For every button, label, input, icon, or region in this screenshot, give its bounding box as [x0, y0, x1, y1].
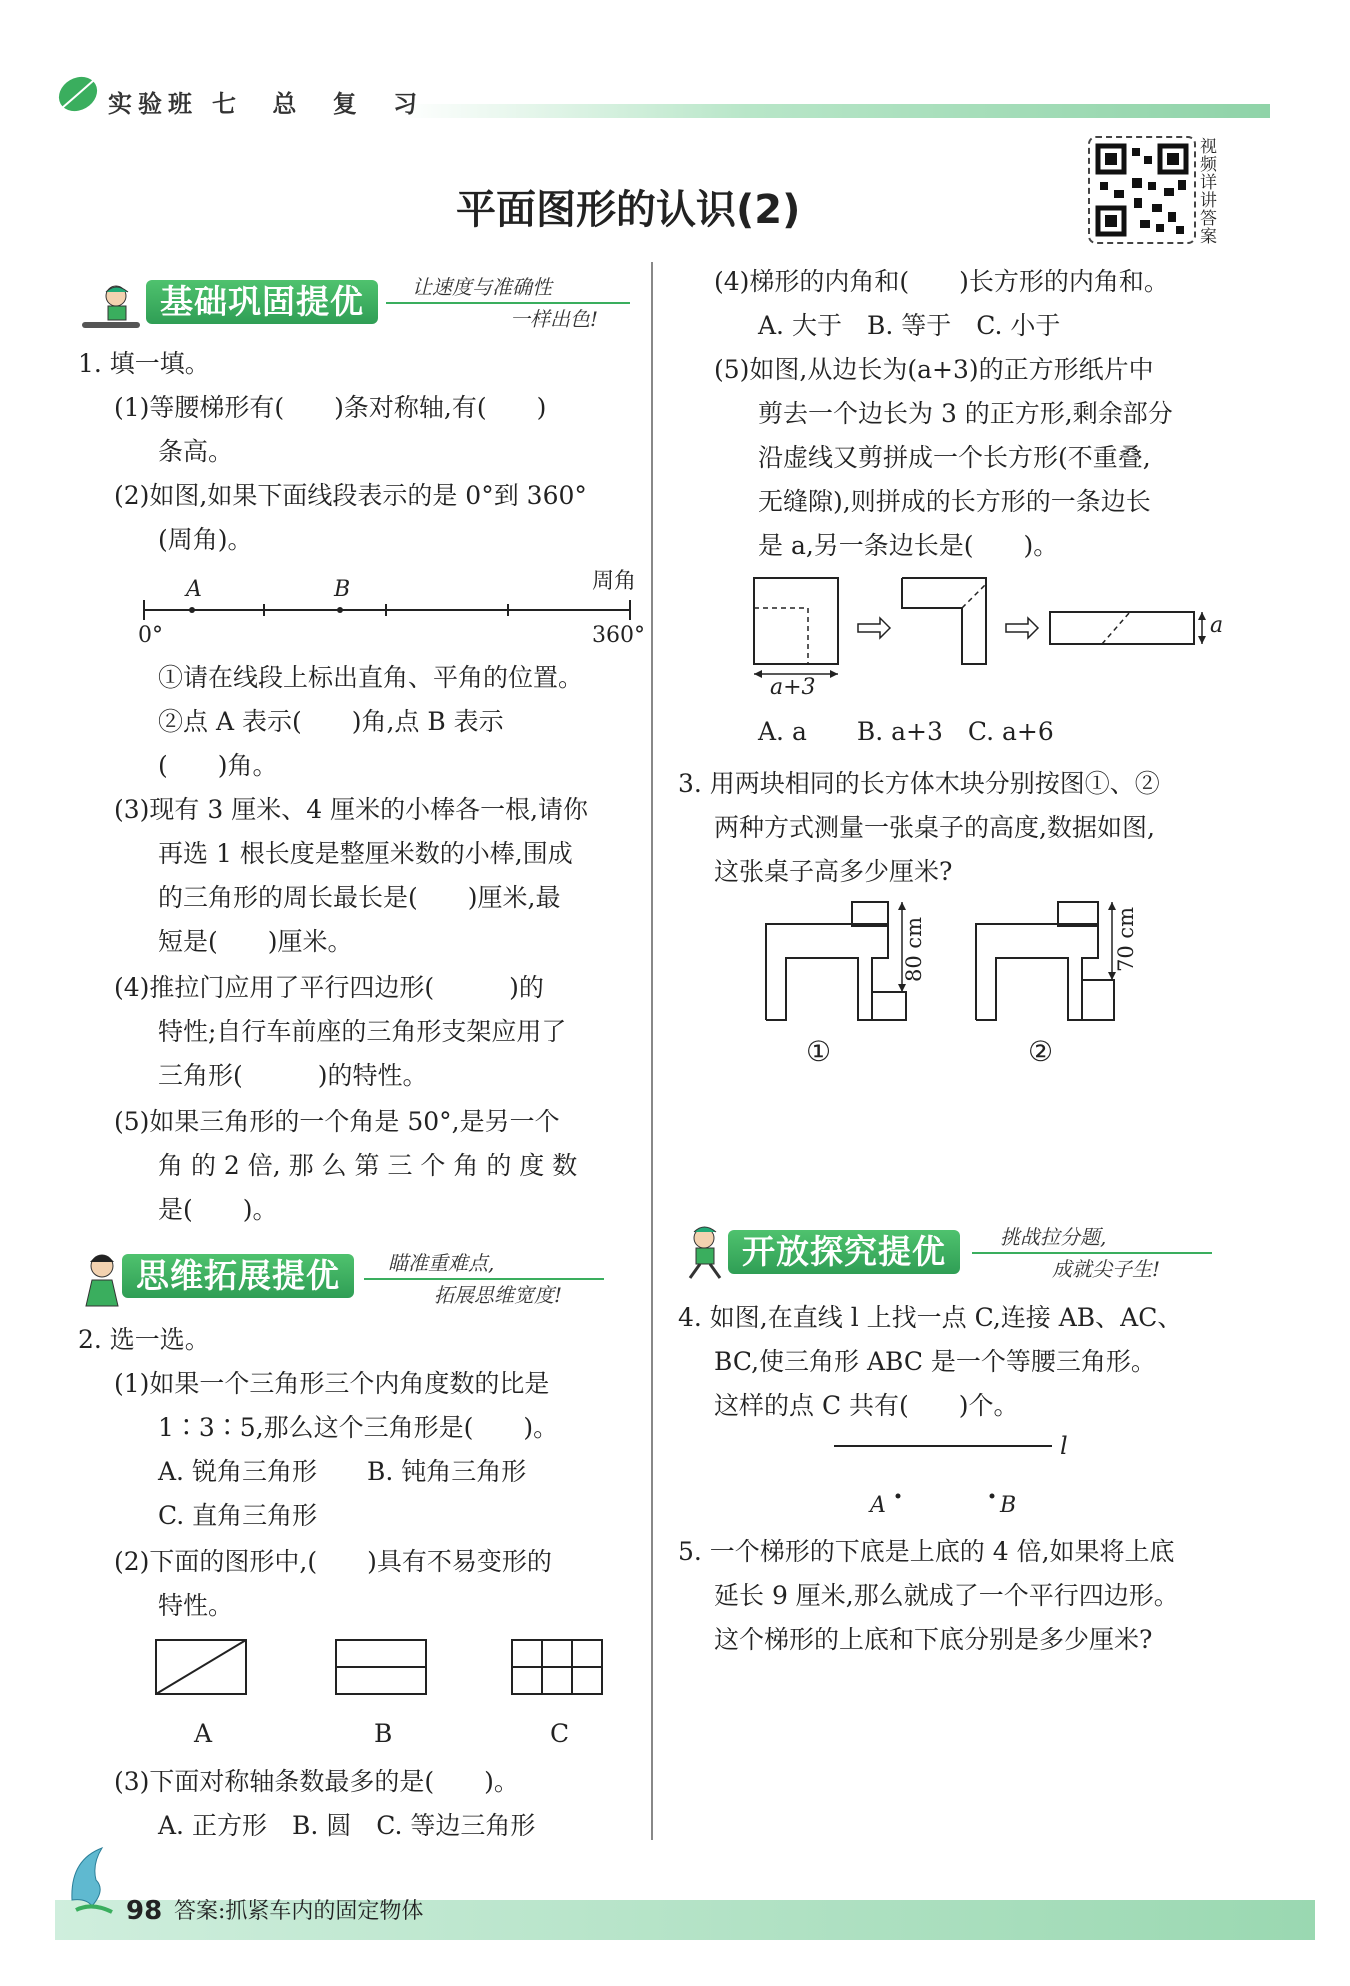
q2-5-line3: 沿虚线又剪拼成一个长方形(不重叠, [758, 443, 1151, 472]
line-l-figure [830, 1438, 1070, 1508]
q2-5-line5: 是 a,另一条边长是( )。 [758, 531, 1059, 560]
qr-label: 视频详讲答案 [1200, 137, 1217, 247]
section-open-slogan-2: 成就尖子生! [1052, 1257, 1161, 1281]
qr-code[interactable] [1088, 136, 1196, 244]
line-end-label: 360° [592, 623, 645, 648]
q5-line3: 这个梯形的上底和下底分别是多少厘米? [714, 1625, 1153, 1654]
q1-5-line1: (5)如果三角形的一个角是 50°,是另一个 [114, 1107, 560, 1136]
table2-height-label: 70 cm [1114, 906, 1138, 972]
section-basic-rule [386, 302, 630, 304]
q1-2-line4: ②点 A 表示( )角,点 B 表示 [158, 707, 504, 736]
angle-number-line[interactable] [130, 570, 650, 650]
section-thinking-rule [364, 1278, 604, 1280]
table1-figure-label: ① [806, 1035, 832, 1068]
q3-line1: 3. 用两块相同的长方体木块分别按图①、② [678, 769, 1160, 798]
point-b-label: B [1000, 1493, 1017, 1518]
q2-1-options1: A. 锐角三角形 B. 钝角三角形 [158, 1457, 527, 1486]
q2-3-line1: (3)下面对称轴条数最多的是( )。 [114, 1767, 519, 1796]
qr-code-icon [1090, 138, 1194, 242]
leaf-logo-icon [56, 74, 100, 114]
header-rule [400, 104, 1270, 118]
section-basic-title: 基础巩固提优 [146, 280, 378, 324]
footer-answer: 答案:抓紧车内的固定物体 [174, 1899, 424, 1924]
square-side-label: a+3 [770, 675, 816, 700]
section-thinking-slogan-1: 瞄准重难点, [388, 1251, 495, 1275]
line-point-a: A [186, 577, 202, 602]
line-l-label: l [1060, 1432, 1068, 1460]
q2-title: 2. 选一选。 [78, 1325, 210, 1354]
q2-4-options: A. 大于 B. 等于 C. 小于 [758, 311, 1061, 340]
q1-4-line3: 三角形( )的特性。 [158, 1061, 428, 1090]
q2-1-options2: C. 直角三角形 [158, 1501, 318, 1530]
table1-height-label: 80 cm [902, 916, 926, 982]
rect-side-label: a [1210, 613, 1224, 638]
line-label-full-angle: 周角 [592, 569, 637, 594]
table-measure-figure [760, 900, 1240, 1030]
q2-1-line1: (1)如果一个三角形三个内角度数的比是 [114, 1369, 550, 1398]
dolphin-icon [62, 1840, 122, 1920]
section-basic-slogan-1: 让速度与准确性 [412, 275, 552, 299]
q4-line2: BC,使三角形 ABC 是一个等腰三角形。 [714, 1347, 1156, 1376]
section-thinking-slogan-2: 拓展思维宽度! [434, 1283, 563, 1307]
line-point-b: B [334, 577, 351, 602]
line-start-label: 0° [138, 623, 163, 648]
q1-3-line2: 再选 1 根长度是整厘米数的小棒,围成 [158, 839, 573, 868]
girl-figure-icon [76, 1250, 126, 1312]
q4-line1: 4. 如图,在直线 l 上找一点 C,连接 AB、AC、 [678, 1303, 1183, 1332]
q5-line2: 延长 9 厘米,那么就成了一个平行四边形。 [714, 1581, 1179, 1610]
shape-option-a-label: A [194, 1719, 213, 1748]
shape-option-b-label: B [374, 1719, 393, 1748]
section-open-rule [972, 1252, 1212, 1254]
q1-2-line1: (2)如图,如果下面线段表示的是 0°到 360° [114, 481, 587, 510]
section-open-slogan-1: 挑战拉分题, [1000, 1225, 1107, 1249]
q1-4-line2: 特性;自行车前座的三角形支架应用了 [158, 1017, 567, 1046]
q1-5-line3: 是( )。 [158, 1195, 278, 1224]
q1-2-line3: ①请在线段上标出直角、平角的位置。 [158, 663, 584, 692]
q3-line2: 两种方式测量一张桌子的高度,数据如图, [714, 813, 1155, 842]
section-open-title: 开放探究提优 [728, 1230, 960, 1274]
page-title: 平面图形的认识(2) [456, 187, 801, 233]
q1-1-line2: 条高。 [158, 437, 234, 466]
q5-line1: 5. 一个梯形的下底是上底的 4 倍,如果将上底 [678, 1537, 1175, 1566]
square-cut-figure [750, 572, 1230, 692]
q1-3-line4: 短是( )厘米。 [158, 927, 353, 956]
q1-3-line3: 的三角形的周长最长是( )厘米,最 [158, 883, 561, 912]
q2-4-line1: (4)梯形的内角和( )长方形的内角和。 [714, 267, 1169, 296]
header-series: 七 总 复 习 [212, 90, 432, 118]
q1-5-line2: 角 的 2 倍, 那 么 第 三 个 角 的 度 数 [158, 1151, 578, 1180]
q2-5-options: A. a B. a+3 C. a+6 [758, 717, 1054, 746]
section-basic-slogan-2: 一样出色! [510, 307, 599, 331]
q2-5-line4: 无缝隙),则拼成的长方形的一条边长 [758, 487, 1151, 516]
q2-2-line2: 特性。 [158, 1591, 234, 1620]
header-brand: 实验班 [108, 90, 198, 118]
q2-5-line2: 剪去一个边长为 3 的正方形,剩余部分 [758, 399, 1173, 428]
q2-2-line1: (2)下面的图形中,( )具有不易变形的 [114, 1547, 552, 1576]
column-divider [651, 262, 653, 1840]
shape-options-figure [150, 1634, 610, 1700]
q2-3-options: A. 正方形 B. 圆 C. 等边三角形 [158, 1811, 536, 1840]
shape-option-c-label: C [550, 1719, 570, 1748]
boy-skateboard-icon [76, 282, 146, 332]
table2-figure-label: ② [1028, 1035, 1054, 1068]
q1-2-line2: (周角)。 [158, 525, 253, 554]
q2-1-line2: 1∶3∶5,那么这个三角形是( )。 [158, 1413, 559, 1442]
page-number: 98 [126, 1896, 163, 1926]
q1-4-line1: (4)推拉门应用了平行四边形( )的 [114, 973, 544, 1002]
point-a-label: A [870, 1493, 886, 1518]
q1-1-line1: (1)等腰梯形有( )条对称轴,有( ) [114, 393, 547, 422]
q1-3-line1: (3)现有 3 厘米、4 厘米的小棒各一根,请你 [114, 795, 589, 824]
section-thinking-title: 思维拓展提优 [122, 1254, 354, 1298]
q1-2-line5: ( )角。 [158, 751, 278, 780]
q2-5-line1: (5)如图,从边长为(a+3)的正方形纸片中 [714, 355, 1154, 384]
q4-line3: 这样的点 C 共有( )个。 [714, 1391, 1019, 1420]
q1-title: 1. 填一填。 [78, 349, 210, 378]
boy-running-icon [676, 1224, 730, 1282]
q3-line3: 这张桌子高多少厘米? [714, 857, 953, 886]
